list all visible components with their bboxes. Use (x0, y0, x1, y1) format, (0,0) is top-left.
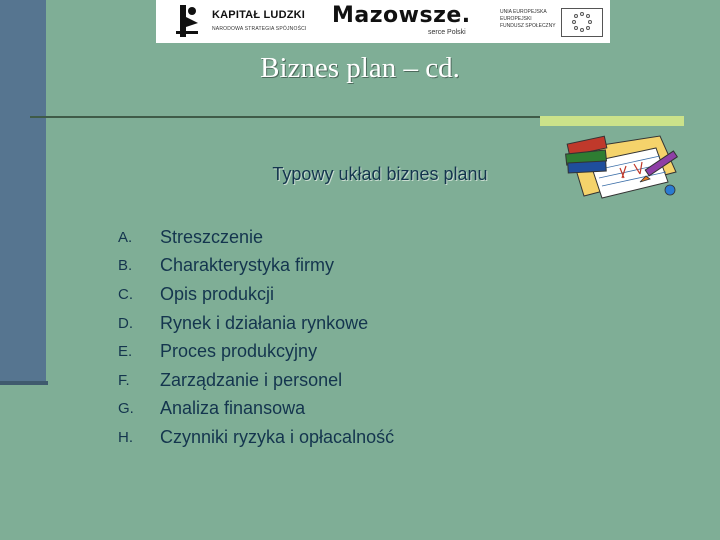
list-item-text: Opis produkcji (160, 283, 275, 304)
eu-logo-line: FUNDUSZ SPOŁECZNY (500, 23, 556, 29)
list-item (118, 423, 394, 452)
title-divider-accent (540, 116, 684, 126)
list-item-letter: C. (118, 285, 133, 303)
list-item-text: Zarządzanie i personel (160, 369, 343, 390)
list-item-letter: F. (118, 371, 130, 389)
logo-banner (156, 0, 610, 43)
list-item (118, 395, 394, 424)
kapital-ludzki-emblem-icon (174, 3, 200, 39)
business-plan-outline-list (118, 223, 394, 452)
slide-title: Biznes plan – cd. (260, 52, 460, 84)
list-item-text: Analiza finansowa (160, 398, 306, 419)
list-item (118, 337, 394, 366)
list-item (118, 280, 394, 309)
eu-logo-line: UNIA EUROPEJSKA (500, 9, 547, 15)
list-item-text: Charakterystyka firmy (160, 255, 335, 276)
list-item-letter: H. (118, 428, 133, 446)
list-item-letter: B. (118, 257, 133, 275)
list-item-text: Czynniki ryzyka i opłacalność (160, 426, 395, 447)
list-item-text: Rynek i działania rynkowe (160, 312, 369, 333)
list-item (118, 366, 394, 395)
list-item-letter: G. (118, 400, 134, 418)
eu-logo-text (500, 9, 562, 30)
left-side-bar-edge (0, 381, 48, 385)
list-item-letter: E. (118, 343, 133, 361)
list-item (118, 252, 394, 281)
list-item (118, 223, 394, 252)
list-item (118, 309, 394, 338)
list-item-text: Proces produkcyjny (160, 341, 318, 362)
list-item-letter: D. (118, 314, 133, 332)
mazowsze-logo-subtitle: serce Polski (428, 29, 466, 36)
kapital-ludzki-logo-subtitle: NARODOWA STRATEGIA SPÓJNOŚCI (212, 26, 307, 32)
eu-logo-line: EUROPEJSKI (500, 16, 532, 22)
mazowsze-logo-title: Mazowsze. (332, 3, 471, 28)
list-item-letter: A. (118, 228, 133, 246)
list-item-text: Streszczenie (160, 226, 264, 247)
slide-subtitle: Typowy układ biznes planu (272, 164, 488, 184)
eu-flag-icon (561, 8, 603, 37)
kapital-ludzki-logo-title: KAPITAŁ LUDZKI (212, 9, 306, 21)
